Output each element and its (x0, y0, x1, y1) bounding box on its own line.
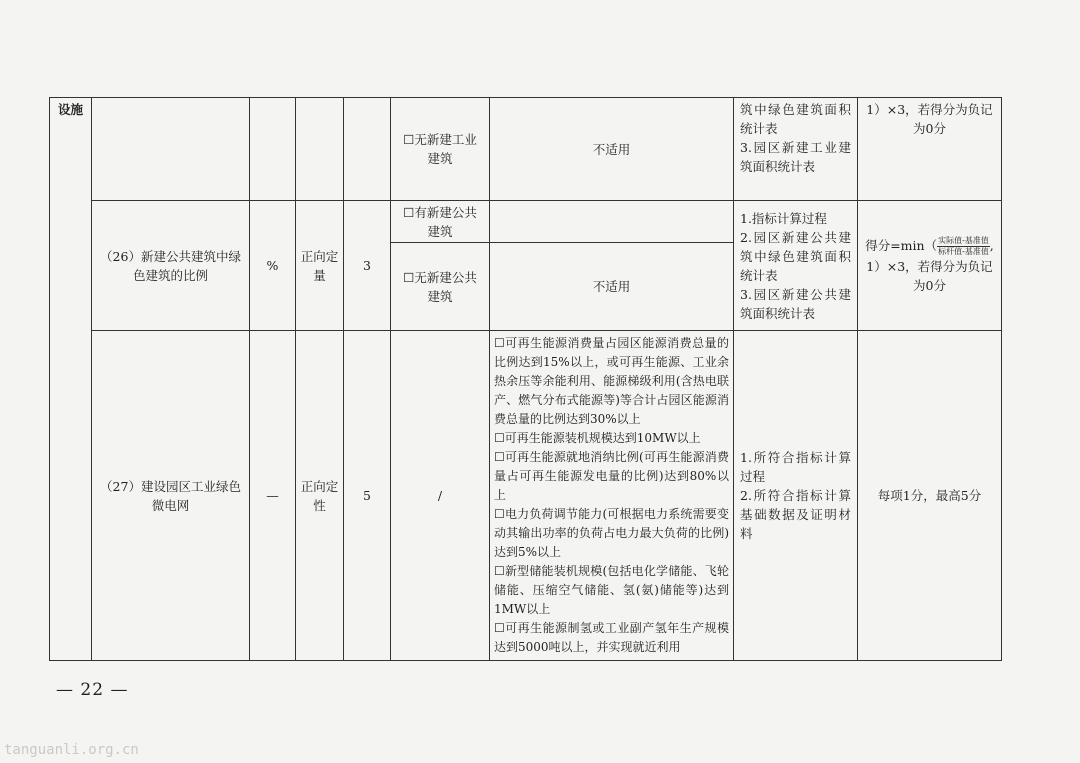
materials-cell (734, 331, 858, 661)
score-denominator: 标杆值-基准值 (938, 247, 989, 256)
condition-no-new-public: ☐无新建公共建筑 (403, 269, 477, 304)
table-row (50, 201, 1002, 243)
indicator-name-cell (92, 331, 250, 661)
type-cell (296, 331, 344, 661)
type-cell (296, 201, 344, 331)
category-label: 设施 (57, 102, 83, 117)
scoring-cell (858, 201, 1002, 331)
scoring-cell (858, 331, 1002, 661)
materials-text: 1.指标计算过程 2.园区新建公共建筑中绿色建筑面积统计表 3.园区新建公共建筑面积统计表 (740, 210, 851, 321)
weight-text: 3 (363, 258, 371, 273)
type-text: 正向定量 (300, 248, 339, 283)
weight-cell (344, 331, 391, 661)
page-number: — 22 — (56, 680, 129, 700)
requirement-cell (490, 331, 734, 661)
category-cell (50, 98, 92, 661)
condition-no-new-industrial: ☐无新建工业建筑 (403, 132, 477, 166)
table-row (50, 331, 1002, 661)
indicator-name-cell (92, 98, 250, 201)
requirement-text: 不适用 (592, 279, 631, 294)
unit-cell (250, 98, 296, 201)
requirement-cell (490, 98, 734, 201)
type-cell (296, 98, 344, 201)
scoring-cell (858, 98, 1002, 201)
unit-cell (250, 331, 296, 661)
score-numerator: 实际值-基准值 (938, 236, 989, 245)
scoring-text: 1）×3，若得分为负记为0分 (866, 102, 993, 136)
materials-cell (734, 201, 858, 331)
condition-new-public: ☐有新建公共建筑 (403, 204, 477, 239)
condition-cell (391, 98, 490, 201)
requirement-text: 不适用 (592, 141, 631, 157)
indicator-name: （26）新建公共建筑中绿色建筑的比例 (100, 248, 241, 283)
requirement-text: ☐可再生能源消费量占园区能源消费总量的比例达到15%以上，或可再生能源、工业余热余压等余能利用、能源梯级利用(含热电联产、燃气分布式能源等)等合计占园区能源消费总量的比例达到30%以上 ☐可再生能源装机规模达到10MW以上 ☐可再生能源就地消纳比例(可再生能源消费量占可再生能源发电量的比例)达到80%以上 ☐电力负荷调节能力(可根据电力系统需要变动其输出功率的负荷占电力最大负荷的比例)达到5%以上 ☐新型储能装机规模(包括电化学储能、飞轮储能、压缩空气储能、氢(氨)储能等)达到1MW以上 ☐可再生能源制氢或工业副产氢年生产规模达到5000吨以上，并实现就近利用 (494, 336, 729, 654)
score-formula-separator: , (989, 238, 994, 253)
condition-cell (391, 201, 490, 243)
weight-cell (344, 201, 391, 331)
indicator-name: （27）建设园区工业绿色微电网 (100, 478, 241, 513)
type-text: 正向定性 (300, 478, 339, 513)
site-watermark: tanguanli.org.cn (4, 742, 139, 758)
table-row (50, 98, 1002, 201)
weight-cell (344, 98, 391, 201)
scoring-text: 每项1分，最高5分 (877, 488, 982, 503)
materials-text: 筑中绿色建筑面积统计表 3.园区新建工业建筑面积统计表 (740, 102, 851, 174)
score-formula-suffix: 1）×3，若得分为负记为0分 (866, 259, 993, 293)
unit-text: — (266, 488, 279, 503)
indicator-name-cell (92, 201, 250, 331)
score-fraction (937, 236, 990, 257)
condition-cell (391, 243, 490, 331)
unit-cell (250, 201, 296, 331)
weight-text: 5 (363, 488, 371, 503)
indicator-table (49, 97, 1002, 661)
materials-cell (734, 98, 858, 201)
requirement-cell (490, 201, 734, 243)
unit-text: % (266, 258, 279, 273)
materials-text: 1.所符合指标计算过程 2.所符合指标计算基础数据及证明材料 (740, 450, 851, 541)
requirement-cell (490, 243, 734, 331)
score-formula-prefix: 得分=min（ (865, 238, 938, 253)
condition-text: / (437, 488, 443, 503)
condition-cell (391, 331, 490, 661)
